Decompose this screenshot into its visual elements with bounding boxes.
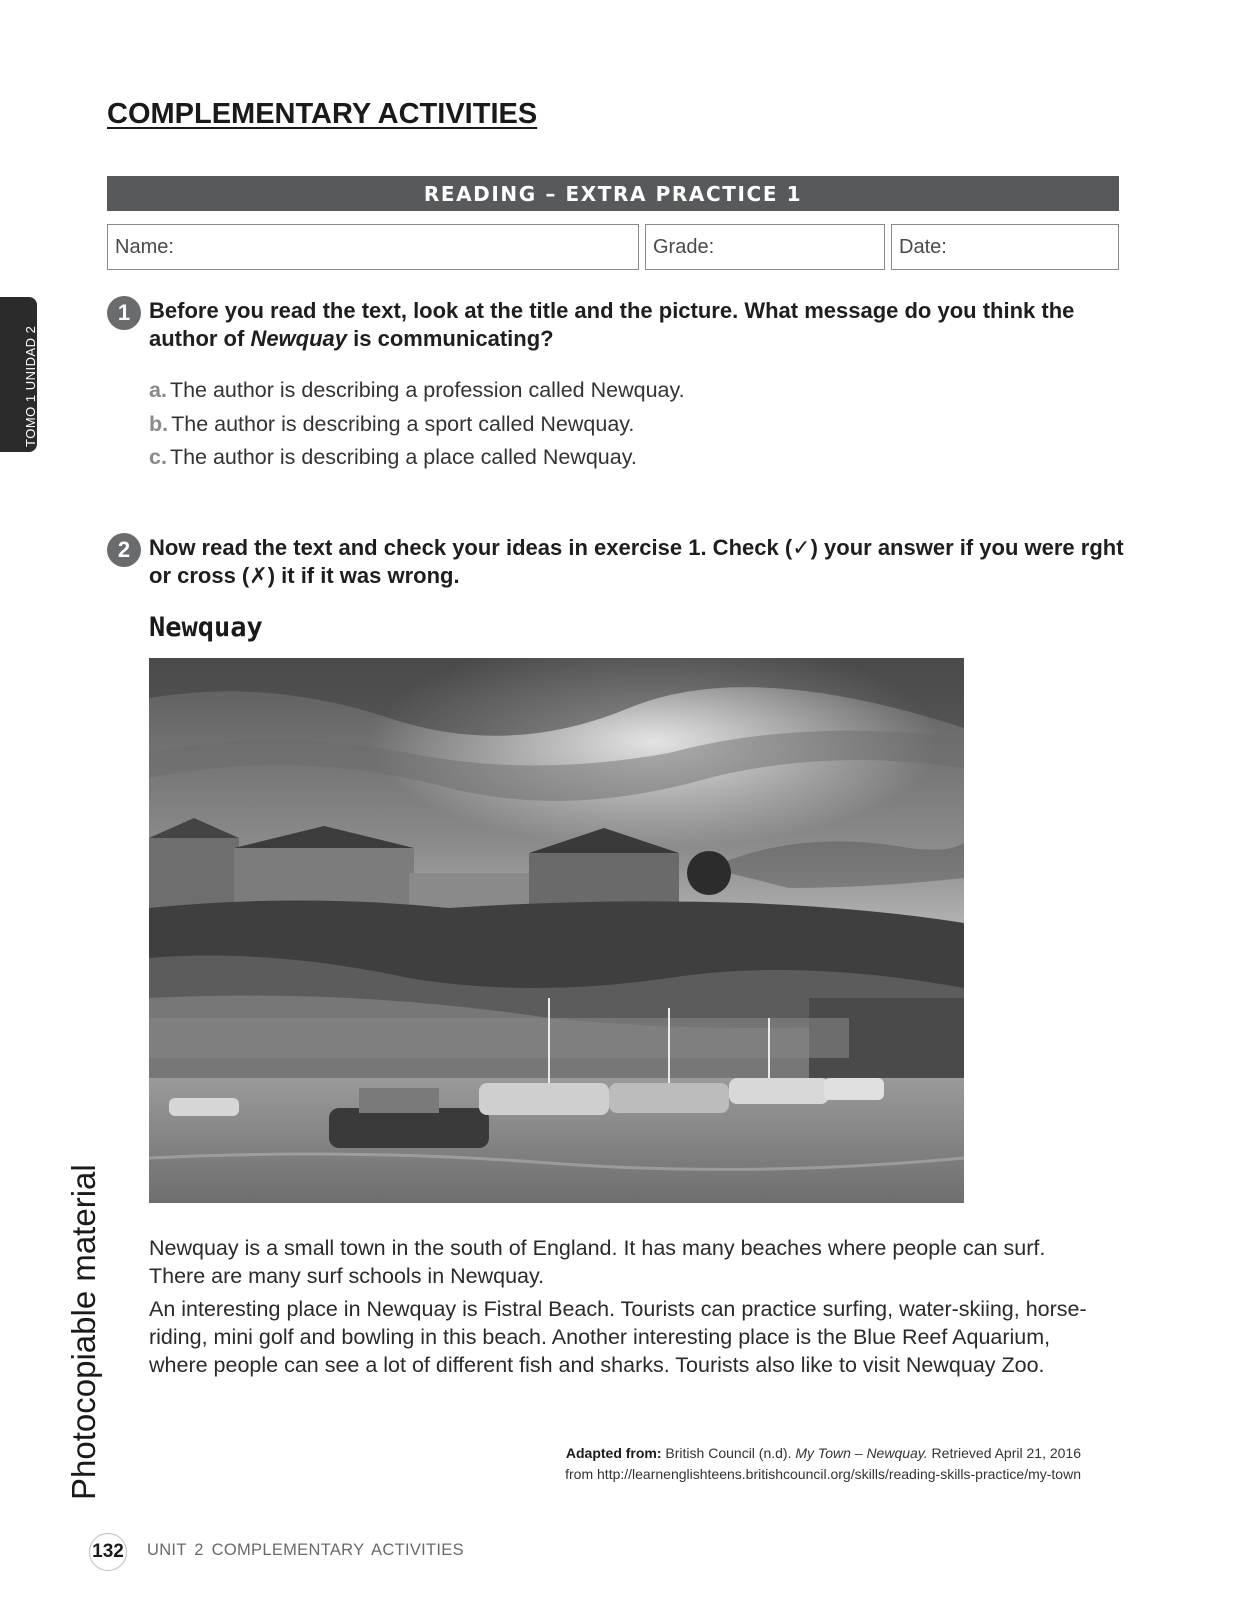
harbour-photo <box>149 658 964 1203</box>
source-line-1: Adapted from: British Council (n.d). My Town – Newquay. Retrieved April 21, 2016 <box>565 1445 1081 1461</box>
exercise-2-question: Now read the text and check your ideas in exercise 1. Check (✓) your answer if you were rght or cross (✗) it if it was wrong. <box>149 535 1124 588</box>
option-c[interactable]: c. The author is describing a place called Newquay. <box>149 445 637 469</box>
exercise-2-number-badge: 2 <box>107 533 141 567</box>
footer-label: UNIT 2 COMPLEMENTARY ACTIVITIES <box>147 1541 464 1559</box>
reading-paragraph-1: Newquay is a small town in the south of England. It has many beaches where people can surf. There are many surf schools in Newquay. <box>149 1236 1046 1288</box>
source-line-2: from http://learnenglishteens.britishcouncil.org/skills/reading-skills-practice/my-town <box>565 1466 1081 1482</box>
exercise-1-question: Before you read the text, look at the title and the picture. What message do you think the author of Newquay is communicating? <box>149 298 1075 351</box>
section-banner: READING – EXTRA PRACTICE 1 <box>107 176 1119 211</box>
grade-field[interactable] <box>645 224 885 270</box>
date-label: Date: <box>899 236 947 258</box>
source-citation <box>565 1443 1081 1485</box>
newquay-italic: Newquay <box>250 326 348 351</box>
option-a[interactable]: a. The author is describing a profession called Newquay. <box>149 378 685 402</box>
unit-side-tab <box>0 297 37 452</box>
photocopiable-label: Photocopiable material <box>65 1164 102 1500</box>
reading-body <box>149 1234 1089 1384</box>
unit-side-tab-label: TOMO 1 UNIDAD 2 <box>23 325 38 447</box>
name-field[interactable] <box>107 224 639 270</box>
exercise-1-number-badge: 1 <box>107 296 141 330</box>
reading-paragraph-2: An interesting place in Newquay is Fistral Beach. Tourists can practice surfing, water-skiing, horse-riding, mini golf and bowling in this beach. Another interesting place is the Blue Reef Aquarium, where people can see a lot of different fish and sharks. Tourists also like to visit Newquay Zoo. <box>149 1297 1087 1377</box>
page-title: COMPLEMENTARY ACTIVITIES <box>107 98 538 130</box>
name-label: Name: <box>115 236 174 258</box>
grade-label: Grade: <box>653 236 715 258</box>
option-b[interactable]: b. The author is describing a sport called Newquay. <box>149 411 635 436</box>
check-mark-icon: ✓ <box>792 535 811 560</box>
exercise-1-options <box>149 374 685 475</box>
cross-mark-icon: ✗ <box>249 563 268 588</box>
harbour-photo-illustration <box>149 658 964 1203</box>
reading-title: Newquay <box>149 612 263 643</box>
page-number: 132 <box>89 1533 127 1571</box>
date-field[interactable] <box>891 224 1119 270</box>
